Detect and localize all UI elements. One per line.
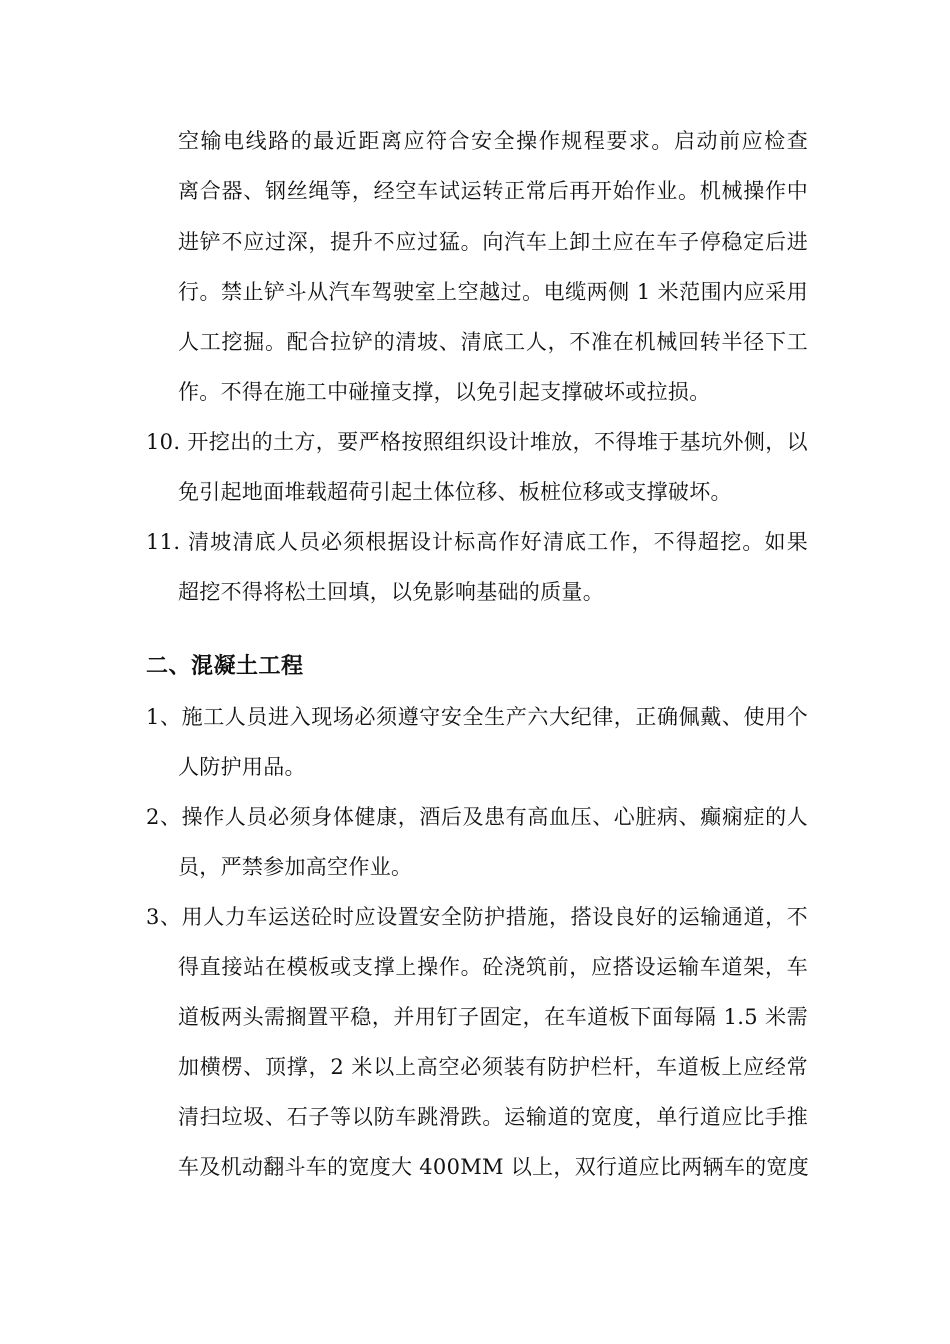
s2-list-item-3-line6: 车及机动翻斗车的宽度大 400MM 以上，双行道应比两辆车的宽度 bbox=[178, 1155, 810, 1179]
paragraph-line: 作。不得在施工中碰撞支撑，以免引起支撑破坏或拉损。 bbox=[178, 380, 711, 404]
paragraph-line: 人工挖掘。配合拉铲的清坡、清底工人，不准在机械回转半径下工 bbox=[178, 330, 808, 354]
list-item-11-line1: 11. 清坡清底人员必须根据设计标高作好清底工作，不得超挖。如果 bbox=[146, 530, 808, 554]
paragraph-line: 离合器、钢丝绳等，经空车试运转正常后再开始作业。机械操作中 bbox=[178, 179, 808, 203]
s2-list-item-1-line1: 1、施工人员进入现场必须遵守安全生产六大纪律，正确佩戴、使用个 bbox=[146, 705, 808, 729]
list-item-10-line1: 10. 开挖出的土方，要严格按照组织设计堆放，不得堆于基坑外侧，以 bbox=[146, 430, 808, 454]
s2-list-item-3-line5: 清扫垃圾、石子等以防车跳滑跌。运输道的宽度，单行道应比手推 bbox=[178, 1105, 808, 1129]
paragraph-line: 进铲不应过深，提升不应过猛。向汽车上卸土应在车子停稳定后进 bbox=[178, 230, 808, 254]
paragraph-line: 空输电线路的最近距离应符合安全操作规程要求。启动前应检查 bbox=[178, 129, 808, 153]
s2-list-item-1-line2: 人防护用品。 bbox=[178, 755, 306, 779]
s2-list-item-2-line2: 员，严禁参加高空作业。 bbox=[178, 855, 413, 879]
s2-list-item-3-line3: 道板两头需搁置平稳，并用钉子固定，在车道板下面每隔 1.5 米需 bbox=[178, 1005, 808, 1029]
s2-list-item-3-line1: 3、用人力车运送砼时应设置安全防护措施，搭设良好的运输通道，不 bbox=[146, 905, 808, 929]
s2-list-item-2-line1: 2、操作人员必须身体健康，酒后及患有高血压、心脏病、癫痫症的人 bbox=[146, 805, 808, 829]
s2-list-item-3-line4: 加横楞、顶撑，2 米以上高空必须装有防护栏杆，车道板上应经常 bbox=[178, 1055, 808, 1079]
list-item-11-line2: 超挖不得将松土回填，以免影响基础的质量。 bbox=[178, 580, 604, 604]
list-item-10-line2: 免引起地面堆载超荷引起土体位移、板桩位移或支撑破坏。 bbox=[178, 480, 732, 504]
paragraph-line: 行。禁止铲斗从汽车驾驶室上空越过。电缆两侧 1 米范围内应采用 bbox=[178, 280, 808, 304]
section-heading: 二、混凝土工程 bbox=[146, 653, 304, 679]
s2-list-item-3-line2: 得直接站在模板或支撑上操作。砼浇筑前，应搭设运输车道架，车 bbox=[178, 955, 808, 979]
